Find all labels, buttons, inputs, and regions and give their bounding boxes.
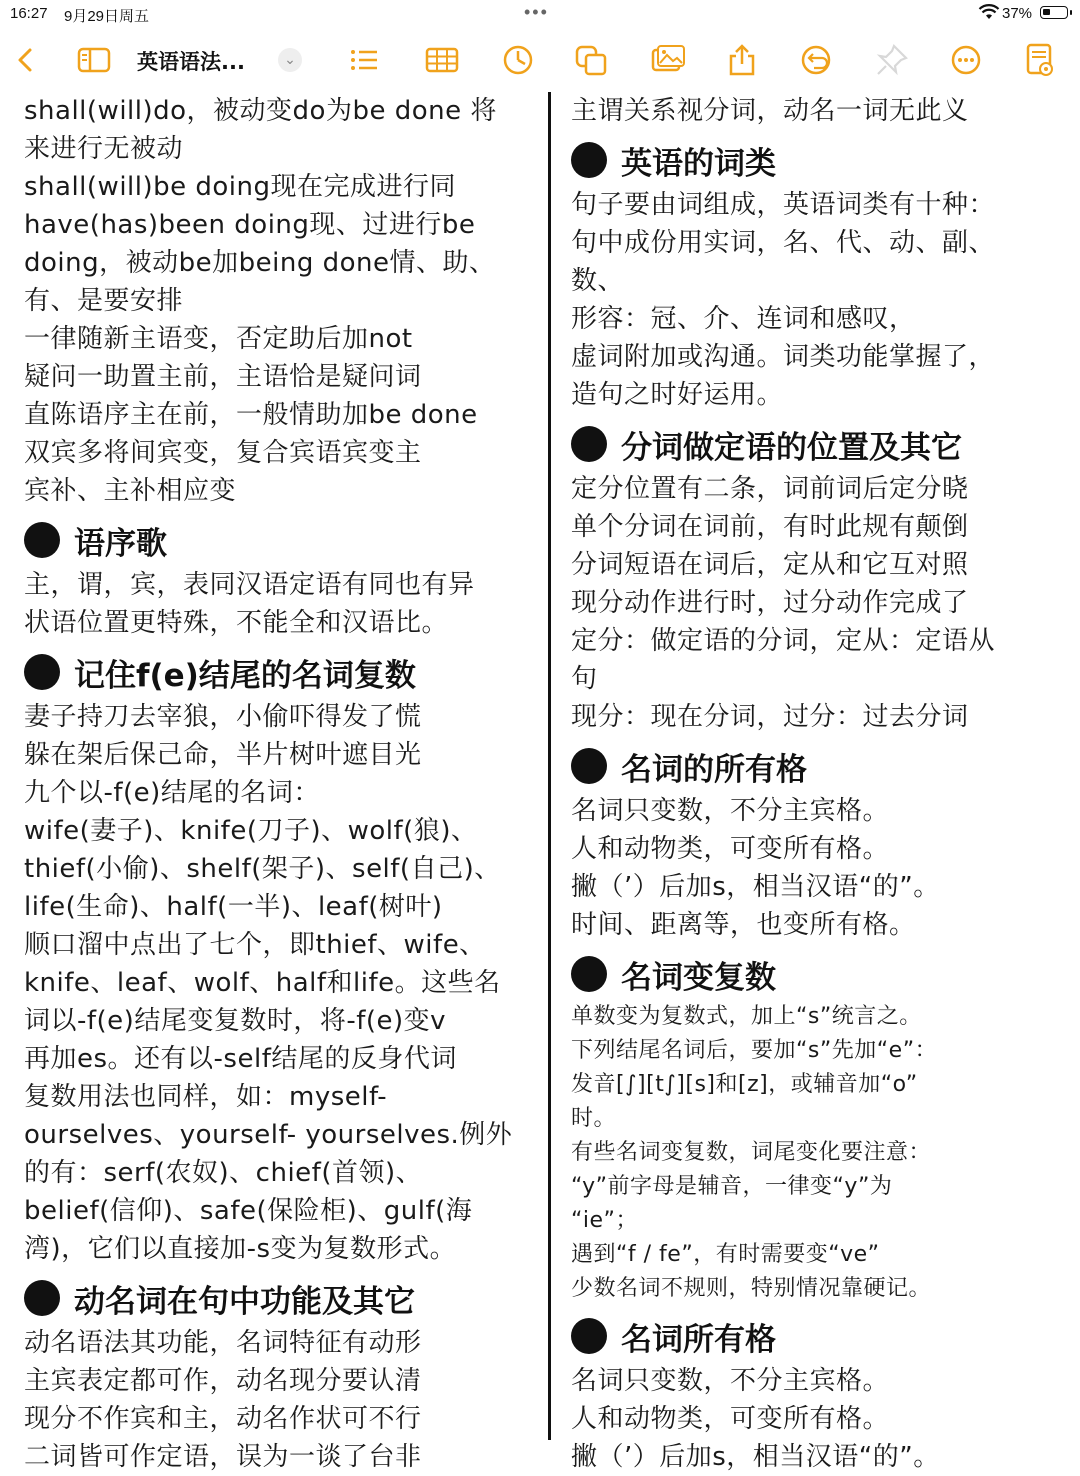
text-line: 九个以-f(e)结尾的名词： [24,778,320,808]
text-line: 现分：现在分词，过分：过去分词 [571,702,969,732]
text-line: doing，被动be加being done情、助、 [24,248,496,278]
table-icon[interactable] [424,42,460,78]
bullet-icon [24,654,60,690]
shapes-icon[interactable] [574,42,610,78]
status-date: 9月29日周五 [64,8,150,25]
more-icon[interactable] [948,42,984,78]
text-line: 双宾多将间宾变，复合宾语宾变主 [24,438,422,468]
text-line: 撇（’）后加s，相当汉语“的”。 [571,1442,940,1472]
text-line: 时。 [571,1106,617,1131]
text-line: 现分动作进行时，过分动作完成了 [571,588,969,618]
right-block-2 [571,186,1061,414]
heading-text: 动名词在句中功能及其它 [74,1283,415,1320]
text-line: 句中成份用实词，名、代、动、副、 [571,228,996,258]
wifi-icon [978,4,1000,20]
status-bar [0,0,1080,28]
heading-text: 名词所有格 [621,1321,776,1358]
bullet-icon [571,142,607,178]
text-line: 动名语法其功能，名词特征有动形 [24,1328,422,1358]
text-line: knife、leaf、wolf、half和life。这些名 [24,968,501,998]
left-block-2 [24,566,540,642]
text-line: “ie”； [571,1208,638,1233]
text-line: wife(妻子)、knife(刀子)、wolf(狼)、 [24,816,478,846]
text-line: “y”前字母是辅音，一律变“y”为 [571,1174,893,1199]
text-line: 再加es。还有以-self结尾的反身代词 [24,1044,457,1074]
section-heading [571,1312,1061,1360]
text-line: shall(will)be doing现在完成进行同 [24,172,457,202]
text-line: 发音[∫][t∫][s]和[z]，或辅音加“o” [571,1072,918,1097]
text-line: 单数变为复数式，加上“s”统言之。 [571,1004,922,1029]
heading-text: 名词的所有格 [621,751,807,788]
text-line: 主，谓，宾，表同汉语定语有同也有异 [24,570,475,600]
column-divider [548,92,551,1440]
right-column[interactable] [571,92,1061,1472]
share-icon[interactable] [724,42,760,78]
right-block-3 [571,470,1061,736]
text-line: 一律随新主语变，否定助后加not [24,324,413,354]
text-line: 主谓关系视分词，动名一词无此义 [571,96,969,126]
text-line: 复数用法也同样，如：myself- [24,1082,388,1112]
bullet-icon [24,1280,60,1316]
text-line: 有、是要安排 [24,286,184,316]
text-line: life(生命)、half(一半)、leaf(树叶) [24,892,443,922]
clock-icon[interactable] [500,42,536,78]
right-block-6 [571,1362,1061,1476]
text-line: 二词皆可作定语，误为一谈了台非 [24,1442,422,1472]
text-line: shall(will)do，被动变do为be done 将 [24,96,497,126]
text-line: ourselves、yourself- yourselves.例外 [24,1120,513,1150]
text-line: 虚词附加或沟通。词类功能掌握了， [571,342,996,372]
left-block-4 [24,1324,540,1476]
media-icon[interactable] [650,42,686,78]
right-block-1 [571,92,1061,130]
text-line: 人和动物类，可变所有格。 [571,1404,890,1434]
text-line: 湾)，它们以直接加-s变为复数形式。 [24,1234,457,1264]
bullet-icon [571,748,607,784]
text-line: 名词只变数，不分主宾格。 [571,796,890,826]
section-heading [571,420,1061,468]
text-line: 来进行无被动 [24,134,184,164]
chevron-down-icon[interactable]: ⌄ [278,48,302,72]
text-line: 直陈语序主在前，一般情助加be done [24,400,478,430]
bullet-icon [571,1318,607,1354]
text-line: have(has)been doing现、过进行be [24,210,476,240]
text-line: 句子要由词组成，英语词类有十种： [571,190,996,220]
text-line: 句 [571,664,598,694]
list-icon[interactable] [346,42,382,78]
note-title[interactable]: 英语语法... [137,50,245,74]
text-line: 少数名词不规则，特别情况靠硬记。 [571,1276,932,1301]
text-line: 顺口溜中点出了七个，即thief、wife、 [24,930,486,960]
multitask-dots-icon[interactable]: ••• [524,2,549,22]
heading-text: 名词变复数 [621,959,776,996]
text-line: 下列结尾名词后，要加“s”先加“e”： [571,1038,938,1063]
section-heading [24,516,540,564]
left-block-3 [24,698,540,1268]
text-line: 单个分词在词前，有时此规有颠倒 [571,512,969,542]
right-block-4 [571,792,1061,944]
sidebar-icon[interactable] [76,42,112,78]
text-line: 撇（’）后加s，相当汉语“的”。 [571,872,940,902]
undo-icon[interactable] [798,42,834,78]
left-block-1 [24,92,540,510]
text-line: 数、 [571,266,625,296]
toolbar [0,28,1080,92]
section-heading [24,648,540,696]
text-line: 造句之时好运用。 [571,380,784,410]
text-line: thief(小偷)、shelf(架子)、self(自己)、 [24,854,501,884]
text-line: 时间、距离等，也变所有格。 [571,910,916,940]
heading-text: 记住f(e)结尾的名词复数 [74,657,416,694]
text-line: 人和动物类，可变所有格。 [571,834,890,864]
text-line: 妻子持刀去宰狼，小偷吓得发了慌 [24,702,422,732]
bullet-icon [571,426,607,462]
right-block-5 [571,1000,1061,1306]
text-line: 定分位置有二条，词前词后定分晓 [571,474,969,504]
text-line: 躲在架后保己命，半片树叶遮目光 [24,740,422,770]
battery-icon [1040,6,1068,19]
section-heading [571,742,1061,790]
left-column[interactable] [24,92,540,1472]
status-time: 16:27 [10,5,48,22]
text-line: belief(信仰)、safe(保险柜)、gulf(海 [24,1196,473,1226]
section-heading [24,1274,540,1322]
text-line: 词以-f(e)结尾变复数时，将-f(e)变v [24,1006,447,1036]
text-line: 分词短语在词后，定从和它互对照 [571,550,969,580]
text-line: 疑问一助置主前，主语恰是疑问词 [24,362,422,392]
section-heading [571,950,1061,998]
text-line: 主宾表定都可作，动名现分要认清 [24,1366,422,1396]
heading-text: 语序歌 [74,525,167,562]
text-line: 的有：serf(农奴)、chief(首领)、 [24,1158,423,1188]
bullet-icon [571,956,607,992]
notes-view-icon[interactable] [1022,42,1058,78]
text-line: 有些名词变复数，词尾变化要注意： [571,1140,932,1165]
text-line: 宾补、主补相应变 [24,476,237,506]
battery-percent: 37% [1002,5,1033,22]
text-line: 遇到“f / fe”，有时需要变“ve” [571,1242,880,1267]
pin-icon[interactable] [874,42,910,78]
text-line: 名词只变数，不分主宾格。 [571,1366,890,1396]
heading-text: 英语的词类 [621,145,776,182]
text-line: 定分：做定语的分词，定从：定语从 [571,626,996,656]
heading-text: 分词做定语的位置及其它 [621,429,962,466]
back-chevron-icon[interactable] [8,42,44,78]
text-line: 现分不作宾和主，动名作状可不行 [24,1404,422,1434]
text-line: 形容：冠、介、连词和感叹， [571,304,916,334]
bullet-icon [24,522,60,558]
text-line: 状语位置更特殊，不能全和汉语比。 [24,608,449,638]
section-heading [571,136,1061,184]
